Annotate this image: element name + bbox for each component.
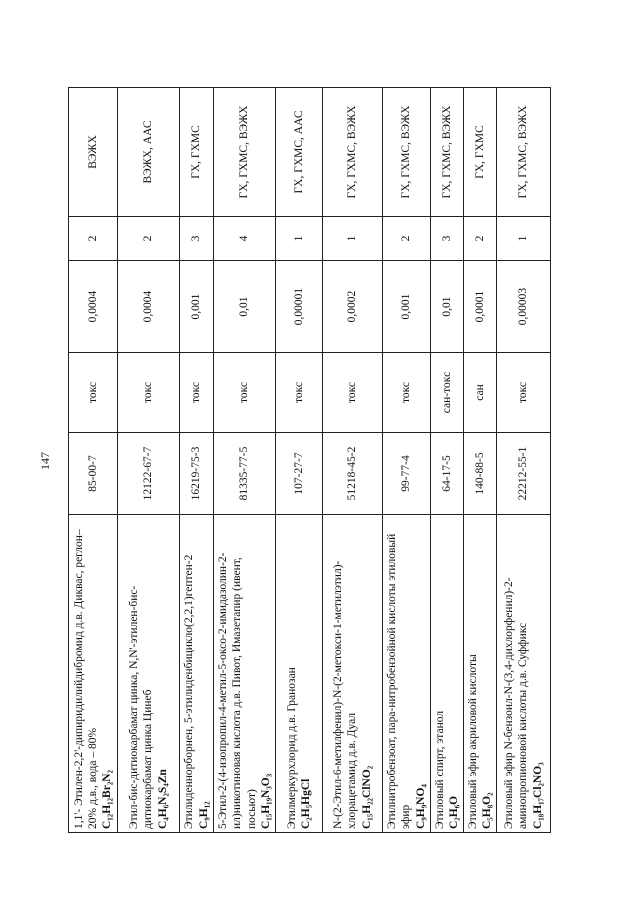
- concentration-value: 0,00001: [276, 261, 323, 353]
- table-row: [323, 88, 383, 833]
- concentration-value: 0,001: [383, 261, 431, 353]
- table-row: [118, 88, 180, 833]
- hazard-indicator: токс: [383, 353, 431, 433]
- hazard-class: 3: [431, 217, 464, 261]
- substance-name: Этилнитробензоат, пара-нитробензойной кислоты этиловый эфир: [386, 533, 413, 829]
- cas-number: 51218-45-2: [323, 433, 383, 515]
- hazard-indicator: токс: [276, 353, 323, 433]
- hazard-indicator: токс: [69, 353, 118, 433]
- analysis-method: ГХ, ГХМС, ВЭЖХ: [383, 88, 431, 217]
- substance-name: Этилиденнорборнен, 5-этилиденбицикло(2,2,1)гептен-2: [183, 554, 196, 829]
- hazard-indicator: токс: [214, 353, 276, 433]
- substance-name: N-(2-Этил-6-метилфенил)-N-(2-метокси-1-метилэтил)-хлорацетамид д.в. Дуал: [332, 560, 359, 829]
- substance-name: Этиловый спирт, этанол: [433, 710, 446, 829]
- analysis-method: ГХ, ГХМС, ААС: [276, 88, 323, 217]
- substance-name: Этилмеркурхлорид д.в. Гранозан: [285, 667, 298, 829]
- hazard-indicator: токс: [180, 353, 214, 433]
- substance-cell: [383, 515, 431, 833]
- substance-name: Этиловый эфир акриловой кислоты: [466, 654, 479, 829]
- analysis-method: ГХ, ГХМС, ВЭЖХ: [214, 88, 276, 217]
- table-row: [276, 88, 323, 833]
- table-row: [464, 88, 497, 833]
- cas-number: 12122-67-7: [118, 433, 180, 515]
- substance-formula: C₁₅H₁₉N₃O₃: [259, 773, 272, 829]
- cas-number: 81335-77-5: [214, 433, 276, 515]
- substance-cell: [180, 515, 214, 833]
- substance-cell: [69, 515, 118, 833]
- hazard-class: 2: [383, 217, 431, 261]
- substance-formula: C₅H₈O₂: [481, 792, 493, 829]
- concentration-value: 0,001: [180, 261, 214, 353]
- concentration-value: 0,0004: [69, 261, 118, 353]
- substances-table: [68, 87, 551, 833]
- analysis-method: ГХ, ГХМС, ВЭЖХ: [431, 88, 464, 217]
- hazard-indicator: сан-токс: [431, 353, 464, 433]
- hazard-class: 2: [69, 217, 118, 261]
- cas-number: 16219-75-3: [180, 433, 214, 515]
- hazard-class: 1: [497, 217, 551, 261]
- hazard-class: 2: [118, 217, 180, 261]
- substance-cell: [118, 515, 180, 833]
- substance-formula: C₉H₉NO₄: [414, 784, 427, 829]
- table-row: [214, 88, 276, 833]
- substance-cell: [323, 515, 383, 833]
- page-number: 147: [38, 452, 52, 470]
- hazard-indicator: токс: [323, 353, 383, 433]
- table-row: [431, 88, 464, 833]
- substance-formula: C₂H₅HgCl: [300, 778, 312, 829]
- table-row: [180, 88, 214, 833]
- analysis-method: ВЭЖХ: [69, 88, 118, 217]
- table-row: [69, 88, 118, 833]
- analysis-method: ГХ, ГХМС, ВЭЖХ: [323, 88, 383, 217]
- concentration-value: 0,01: [431, 261, 464, 353]
- substance-formula: C₁₈H₁₇Cl₂NO₃: [531, 762, 544, 829]
- substance-formula: C₂H₆O: [448, 795, 460, 829]
- analysis-method: ГХ, ГХМС: [464, 88, 497, 217]
- table-row: [497, 88, 551, 833]
- concentration-value: 0,0002: [323, 261, 383, 353]
- concentration-value: 0,0001: [464, 261, 497, 353]
- concentration-value: 0,00003: [497, 261, 551, 353]
- hazard-class: 3: [180, 217, 214, 261]
- cas-number: 107-27-7: [276, 433, 323, 515]
- substance-cell: [276, 515, 323, 833]
- analysis-method: ГХ, ГХМС, ВЭЖХ: [497, 88, 551, 217]
- substance-formula: C₁₂H₁₂Br₂N₂: [101, 769, 113, 829]
- hazard-class: 2: [464, 217, 497, 261]
- substance-name: Этиловый эфир N-бензоил-N-(3,4-дихлорфенил)-2-аминопропионовой кислоты д.в. Суффикс: [503, 577, 530, 829]
- table-row: [383, 88, 431, 833]
- substance-formula: C₁₅H₂₂ClNO₂: [360, 765, 373, 829]
- substance-cell: [431, 515, 464, 833]
- cas-number: 140-88-5: [464, 433, 497, 515]
- substance-cell: [464, 515, 497, 833]
- hazard-class: 1: [323, 217, 383, 261]
- concentration-value: 0,01: [214, 261, 276, 353]
- hazard-indicator: токс: [118, 353, 180, 433]
- cas-number: 99-77-4: [383, 433, 431, 515]
- substance-cell: [497, 515, 551, 833]
- hazard-indicator: токс: [497, 353, 551, 433]
- concentration-value: 0,0004: [118, 261, 180, 353]
- cas-number: 22212-55-1: [497, 433, 551, 515]
- analysis-method: ГХ, ГХМС: [180, 88, 214, 217]
- hazard-class: 1: [276, 217, 323, 261]
- analysis-method: ВЭЖХ, ААС: [118, 88, 180, 217]
- substance-name: Этил-бис-дитиокарбамат цинка, N,N'-этилен-бис-дитиокарбамат цинка Цинеб: [128, 585, 155, 829]
- cas-number: 85-00-7: [69, 433, 118, 515]
- hazard-indicator: сан: [464, 353, 497, 433]
- substance-name: 5-Этил-2-(4-изопропил-4-метил-5-оксо-2-имидазолин-2-ил)никотиновая кислота д.в. Пивот, Имазетапир (ивент, посьют): [217, 552, 258, 829]
- substance-cell: [214, 515, 276, 833]
- substance-name: 1,1'- Этилен-2,2'-дипиридилийдибромид д.в. Диквас, реглон– 20% д.в., вода – 80%: [72, 529, 99, 829]
- hazard-class: 4: [214, 217, 276, 261]
- cas-number: 64-17-5: [431, 433, 464, 515]
- substance-formula: C₄H₆N₂S₄Zn: [156, 769, 169, 829]
- substance-formula: C₉H₁₂: [197, 801, 210, 829]
